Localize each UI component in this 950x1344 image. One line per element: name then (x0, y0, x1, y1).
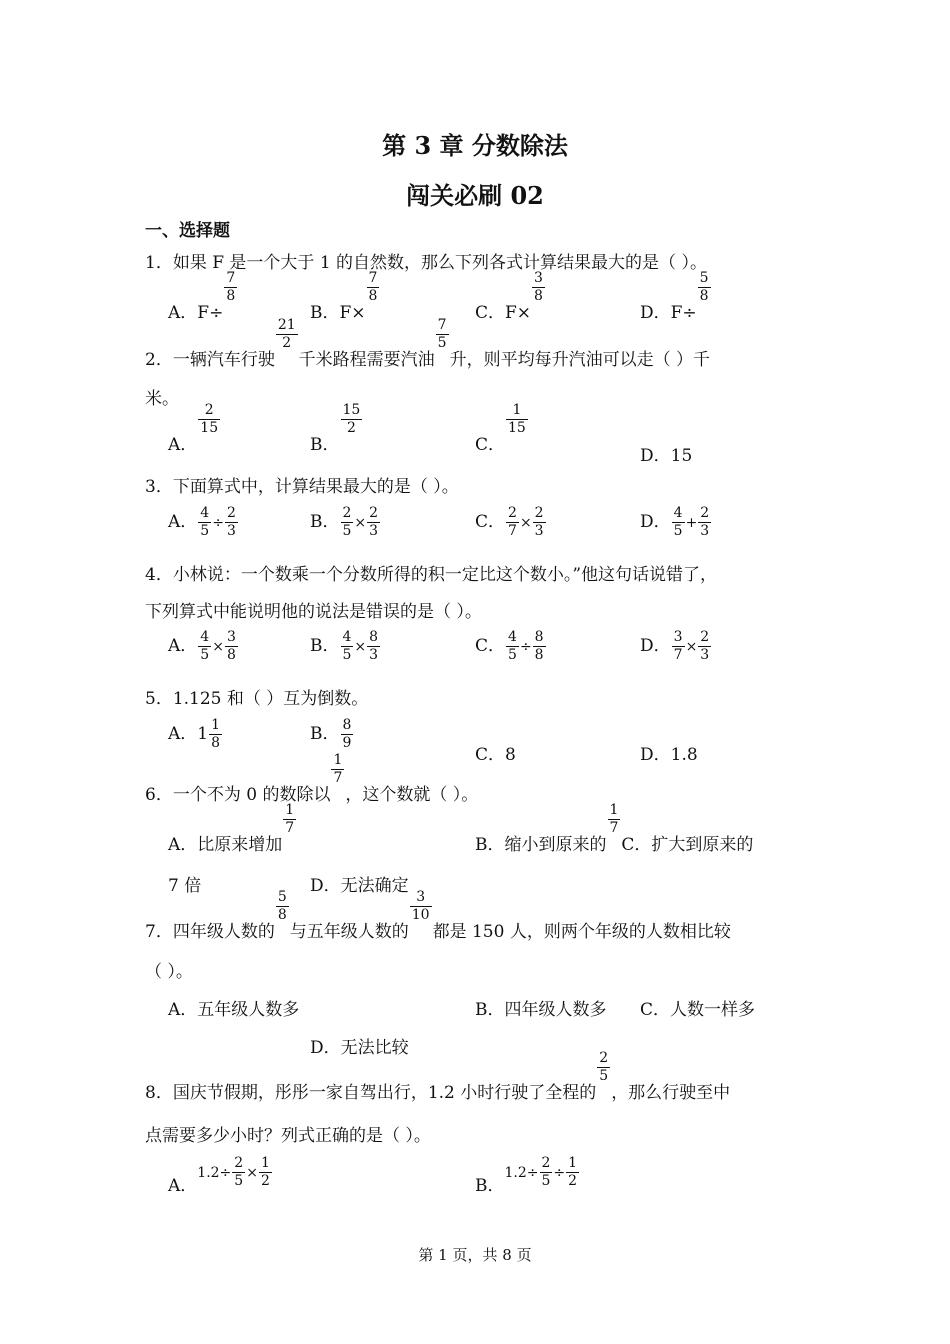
option-label: A．F÷ (168, 303, 224, 323)
fraction: $\frac{2}{7}$ (508, 505, 517, 539)
page-title: 第 3 章 分数除法 (382, 131, 568, 160)
q2-option-b[interactable]: B． $\frac{15}{2}$ (310, 402, 361, 455)
q1-option-b[interactable] (310, 270, 380, 323)
q8-option-b[interactable]: B．1.2÷ $\frac{2}{5}$ ÷ $\frac{1}{2}$ (475, 1155, 578, 1196)
question-8-cont: 点需要多少小时？列式正确的是（ ）。 (145, 1126, 431, 1146)
fraction: $\frac{1}{7}$ (285, 802, 295, 836)
q6-option-c-cont: 7 倍 (168, 876, 202, 896)
fraction: $\frac{2}{5}$ (599, 1050, 609, 1084)
q3-option-d[interactable]: D． $\frac{4}{5}$ + $\frac{2}{3}$ (640, 505, 710, 539)
q5-option-a[interactable]: A．1 $\frac{1}{8}$ (168, 717, 221, 751)
q6-option-d[interactable]: D．无法确定 (310, 876, 409, 896)
fraction: $\frac{4}{5}$ (200, 629, 210, 663)
section-heading: 一、选择题 (145, 221, 230, 241)
fraction: $\frac{2}{3}$ (369, 505, 379, 539)
q2-option-c[interactable]: C． $\frac{1}{15}$ (475, 402, 526, 455)
q3-option-a[interactable]: A． $\frac{4}{5}$ ÷ $\frac{2}{3}$ (168, 505, 236, 539)
fraction: $\frac{7}{8}$ (368, 270, 378, 304)
q4-option-b[interactable]: B． $\frac{4}{5}$ × $\frac{8}{3}$ (310, 629, 379, 663)
page-subtitle: 闯关必刷 02 (406, 181, 544, 210)
fraction: $\frac{1}{8}$ (211, 717, 221, 751)
question-6-text: 6．一个不为 0 的数除以 $\frac{1}{7}$ ，这个数就（ ）。 (145, 752, 479, 805)
q3-option-c[interactable]: C． $\frac{2}{7}$ × $\frac{2}{3}$ (475, 505, 544, 539)
q4-option-c[interactable]: C． $\frac{4}{5}$ ÷ $\frac{8}{8}$ (475, 629, 544, 663)
fraction: $\frac{2}{5}$ (342, 505, 352, 539)
fraction: $\frac{2}{3}$ (226, 505, 236, 539)
fraction: $\frac{2}{5}$ (541, 1155, 551, 1189)
q1-option-c[interactable] (475, 270, 546, 323)
q6-option-a[interactable]: A．比原来增加 $\frac{1}{7}$ (168, 802, 295, 855)
question-2-cont: 米。 (145, 389, 179, 409)
option-label: B．F× (310, 303, 366, 323)
q5-option-b[interactable]: B． $\frac{8}{9}$ (310, 717, 352, 751)
fraction: $\frac{3}{7}$ (673, 629, 683, 663)
fraction: $\frac{7}{5}$ (437, 317, 447, 351)
fraction: $\frac{8}{3}$ (369, 629, 379, 663)
q7-option-c[interactable]: C．人数一样多 (640, 1000, 756, 1020)
q7-option-b[interactable]: B．四年级人数多 (475, 1000, 607, 1020)
q5-option-c[interactable]: C．8 (475, 745, 516, 765)
fraction: $\frac{2}{15}$ (200, 402, 219, 436)
fraction: $\frac{4}{5}$ (200, 505, 210, 539)
page-footer: 第 1 页，共 8 页 (418, 1246, 532, 1264)
q7-option-d[interactable]: D．无法比较 (310, 1038, 409, 1058)
fraction: $\frac{2}{3}$ (700, 505, 710, 539)
fraction: $\frac{8}{8}$ (534, 629, 544, 663)
q3-option-b[interactable]: B． $\frac{2}{5}$ × $\frac{2}{3}$ (310, 505, 379, 539)
fraction: $\frac{1}{7}$ (609, 802, 619, 836)
fraction: $\frac{3}{10}$ (411, 889, 430, 923)
fraction: $\frac{1}{2}$ (568, 1155, 578, 1189)
option-label: D．F÷ (640, 303, 697, 323)
q8-option-a[interactable]: A．1.2÷ $\frac{2}{5}$ × $\frac{1}{2}$ (168, 1155, 270, 1196)
q2-option-d[interactable]: D．15 (640, 446, 693, 466)
fraction: $\frac{21}{2}$ (277, 317, 296, 351)
q6-option-b[interactable]: B．缩小到原来的 $\frac{1}{7}$ C．扩大到原来的 (475, 802, 754, 855)
fraction: $\frac{2}{5}$ (234, 1155, 244, 1189)
question-7-cont: （ ）。 (145, 962, 193, 982)
option-label: C．F× (475, 303, 532, 323)
question-4-cont: 下列算式中能说明他的说法是错误的是（ ）。 (145, 602, 482, 622)
fraction: $\frac{3}{8}$ (226, 629, 236, 663)
q4-option-a[interactable]: A． $\frac{4}{5}$ × $\frac{3}{8}$ (168, 629, 236, 663)
question-2-text: 2．一辆汽车行驶 $\frac{21}{2}$ 千米路程需要汽油 $\frac{7}{5}$ 升，则平均每升汽油可以走（ ）千 (145, 317, 710, 370)
fraction: $\frac{5}{8}$ (699, 270, 709, 304)
q7-option-a[interactable]: A．五年级人数多 (168, 1000, 300, 1020)
question-7-text: 7．四年级人数的 $\frac{5}{8}$ 与五年级人数的 $\frac{3}{10}$ 都是 150 人，则两个年级的人数相比较 (145, 889, 731, 942)
question-4-text: 4．小林说：一个数乘一个分数所得的积一定比这个数小。”他这句话说错了， (145, 565, 718, 585)
fraction: $\frac{4}{5}$ (508, 629, 517, 663)
fraction: $\frac{3}{8}$ (534, 270, 543, 304)
q6-option-c[interactable]: C．扩大到原来的 (621, 835, 754, 855)
q4-option-d[interactable]: D． $\frac{3}{7}$ × $\frac{2}{3}$ (640, 629, 710, 663)
q1-option-a[interactable] (168, 270, 238, 323)
fraction: $\frac{1}{7}$ (333, 752, 343, 786)
fraction: $\frac{4}{5}$ (673, 505, 683, 539)
fraction: $\frac{8}{9}$ (342, 717, 352, 751)
fraction: $\frac{15}{2}$ (342, 402, 361, 436)
fraction: $\frac{7}{8}$ (226, 270, 236, 304)
question-8-text: 8．国庆节假期，彤彤一家自驾出行，1.2 小时行驶了全程的 $\frac{2}{5}$ ，那么行驶至中 (145, 1050, 731, 1103)
question-1-text: 1．如果 F 是一个大于 1 的自然数，那么下列各式计算结果最大的是（ ）。 (145, 253, 707, 273)
fraction: $\frac{5}{8}$ (277, 889, 287, 923)
fraction: $\frac{1}{2}$ (260, 1155, 270, 1189)
q1-option-d[interactable] (640, 270, 712, 323)
question-5-text: 5．1.125 和（ ）互为倒数。 (145, 689, 369, 709)
q5-option-d[interactable]: D．1.8 (640, 745, 698, 765)
fraction: $\frac{2}{3}$ (700, 629, 710, 663)
fraction: $\frac{4}{5}$ (342, 629, 352, 663)
fraction: $\frac{2}{3}$ (534, 505, 544, 539)
q2-option-a[interactable]: A． $\frac{2}{15}$ (168, 402, 219, 455)
fraction: $\frac{1}{15}$ (508, 402, 526, 436)
question-3-text: 3．下面算式中，计算结果最大的是（ ）。 (145, 477, 459, 497)
